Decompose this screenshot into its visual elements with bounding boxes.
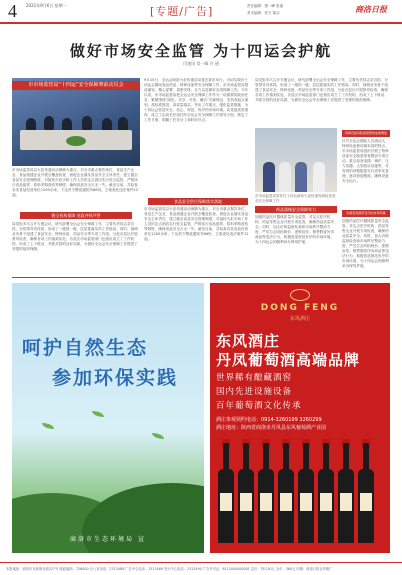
leaf-icon	[92, 411, 104, 417]
article-text-block: 市市场监管局以火炬传递活动保障为重点，对全市重点餐饮单位、食品生产企业、食品流通企业开展全覆盖检查，督促企业落实食品安全主体责任，建立健全食品安全管理制度。对接待火炬手和工作人员的定点酒店实行驻点监管，严格执行食品留样、原料采购查验等制度，确保食品安全万无一失。截至目前，共检查各类食品经营单位1200余家，下达责令整改通知书86份，立案查处违法案件12起。	[12, 168, 139, 197]
winery-advertisement	[210, 283, 390, 553]
page-footer: 本报地址：商洛市北新街北段227号 邮政编码：726000 办公室电话：2313488 广告中心电话：2313489 发行中心电话：2313490 广告许可证：6112004000001 定价：每月30元 全年：360元 印刷：商洛日报社印刷厂	[0, 562, 402, 575]
winery-phone: 酒庄参观预约电话：0914-3260199 3260299	[216, 417, 322, 423]
dongfeng-logo-icon	[290, 289, 310, 301]
inspection-photo	[255, 128, 337, 192]
inspector-figure	[263, 162, 275, 192]
article-subhead: 特种设备风险排查整改成效明显	[342, 130, 390, 137]
article-text-block: 针对全运会期间人员流动大、特种设备使用频率高的特点，市市场监管局组织开展了特种设备安全隐患排查整治专项行动，重点检查电梯、锅炉、压力容器、大型游乐设施等，对发现的问题隐患实行清单化管理，逐项督促整改，确保设备安全运行。	[342, 139, 389, 183]
section-divider	[12, 277, 390, 278]
inspector-figure	[313, 162, 325, 192]
wine-bottle-image	[238, 443, 254, 543]
wine-bottle-image	[258, 443, 274, 543]
article-text-block: 市市场监管局以火炬传递活动保障为重点，对全市重点餐饮单位、食品生产企业、食品流通企业开展全覆盖检查，督促企业落实食品安全主体责任，建立健全食品安全管理制度。对接待火炬手和工作人员的定点酒店实行驻点监管，严格执行食品留样、原料采购查验等制度，确保食品安全万无一失。截至目前，共检查各类食品经营单位1200余家，下达责令整改通知书86份，立案查处违法案件12起。	[144, 207, 249, 241]
brand-name-cn: 东风酒庄	[289, 316, 310, 322]
article-subhead: 积极营造规范有序的市场环境	[342, 210, 390, 217]
eco-slogan-line1: 呵护自然生态	[22, 337, 149, 359]
wine-bottle-image	[318, 443, 334, 543]
article-text-block: 9月15日，全运会商洛火炬传递活动将在我市举行。为切实做好十四运会期间食品药品、特种设备等安全保障工作，市市场监管局提前谋划、精心部署、周密安排，全力以赴做好各项保障工作。今年以来，市市场监管局把全运会安全保障工作作为一项重要的政治任务，紧紧围绕“绿色、共享、开放、廉洁”办赛理念，坚持高起点谋划、高标准推进、高质量落实，突出工作重点，强化监管措施，为十四运会营造安全、放心、规范、有序的市场环境。局党组高度重视，成立了由局长任组长的全运会安全保障工作领导小组，制定了工作方案，明确了任务分工和时间节点。	[144, 78, 249, 122]
section-tag: [专题/广告]	[150, 5, 214, 18]
eco-advertisement	[12, 283, 204, 553]
winery-title: 东风酒庄	[216, 332, 281, 350]
attendee-figure	[118, 117, 128, 131]
ad-sponsor: 商洛市生态环境局 宣	[70, 536, 146, 543]
wine-bottle-image	[338, 443, 354, 543]
attendee-figure	[44, 116, 54, 130]
winery-feature: 世界稀有酿藏酒窖	[216, 373, 293, 383]
art-editor-credit: 美术编辑：张方 陈洁	[247, 11, 280, 15]
winery-address: 酒庄地址：陕西省商洛市丹凤县东风葡萄酒产业园	[216, 425, 327, 431]
article-text-block: 局党组多次召开专题会议，研究部署全运会安全保障工作，主要负责同志亲自抓、分管领导具体抓，形成了一级抓一级、层层抓落实的工作格局。同时，抽调业务骨干组建了食品安全、特种设备、药品安全等专项工作组，分赴各县区开展督导检查，确保各项工作落到实处。各县区市场监管部门也相应成立了工作机构，形成了上下联动、齐抓共管的良好局面，为做好全运会安全保障工作提供了坚强的组织保障。	[255, 78, 388, 102]
wine-bottle-image	[358, 443, 374, 543]
table-flowers	[66, 136, 86, 146]
issue-date: 2021年9月6日 星期一	[26, 3, 67, 8]
wine-bottle-image	[278, 443, 294, 543]
wine-bottle-image	[298, 443, 314, 543]
attendee-figure	[82, 116, 92, 130]
photo-caption: 市市场监管局领导在十四运商洛火炬传递现场检查食品安全保障工作	[255, 194, 336, 203]
article-text-block: 加强药品医疗器械质量安全监管，对定点医疗机构、药品零售企业开展专项检查，确保药品质量安全。同时，加大价格监督检查和市场秩序整治力度，严厉打击哄抬物价、虚假宣传、销售假冒伪劣商品等违法行为，积极营造规范有序的市场环境，为十四运会的顺利举办保驾护航。	[342, 219, 389, 268]
leaf-icon	[152, 433, 164, 439]
masthead	[0, 0, 402, 24]
article-subhead: 健全机构保障 党政齐抓共管	[20, 212, 132, 219]
brand-name-en: DONG FENG	[260, 303, 340, 313]
winery-feature: 国内先进设施设备	[216, 387, 293, 397]
photo-banner: 市市场监管局“十四运”安全保障赛前动员会	[12, 81, 140, 90]
eco-slogan-line2: 参加环保实践	[52, 367, 179, 389]
page-number: 4	[8, 1, 17, 21]
winery-feature: 百年葡萄酒文化传承	[216, 401, 302, 411]
article-byline: 闫建国 常一峰 许 通	[183, 61, 219, 66]
article-text-block: 局党组多次召开专题会议，研究部署全运会安全保障工作，主要负责同志亲自抓、分管领导具体抓，形成了一级抓一级、层层抓落实的工作格局。同时，抽调业务骨干组建了食品安全、特种设备、药品安全等专项工作组，分赴各县区开展督导检查，确保各项工作落到实处。各县区市场监管部门也相应成立了工作机构，形成了上下联动、齐抓共管的良好局面，为做好全运会安全保障工作提供了坚强的组织保障。	[12, 222, 138, 251]
leaf-icon	[42, 423, 54, 429]
editor-credit: 责任编辑：程一峰 张丽	[247, 4, 284, 8]
article-headline: 做好市场安全监管 为十四运会护航	[69, 42, 333, 60]
wine-bottle-image	[218, 443, 234, 543]
article-subhead: 食品安全供应保障落实落地	[148, 198, 248, 205]
article-text-block: 加强药品医疗器械质量安全监管，对定点医疗机构、药品零售企业开展专项检查，确保药品质量安全。同时，加大价格监督检查和市场秩序整治力度，严厉打击哄抬物价、虚假宣传、销售假冒伪劣商品等违法行为，积极营造规范有序的市场环境，为十四运会的顺利举办保驾护航。	[255, 215, 335, 244]
newspaper-logo: 商洛日报	[355, 5, 387, 14]
winery-tagline: 丹凤葡萄酒高端品牌	[216, 351, 361, 369]
inspector-figure	[295, 162, 307, 192]
meeting-photo	[12, 78, 140, 166]
article-subhead: 药品器械安全保障有力	[255, 206, 337, 213]
inspector-figure	[279, 162, 291, 192]
